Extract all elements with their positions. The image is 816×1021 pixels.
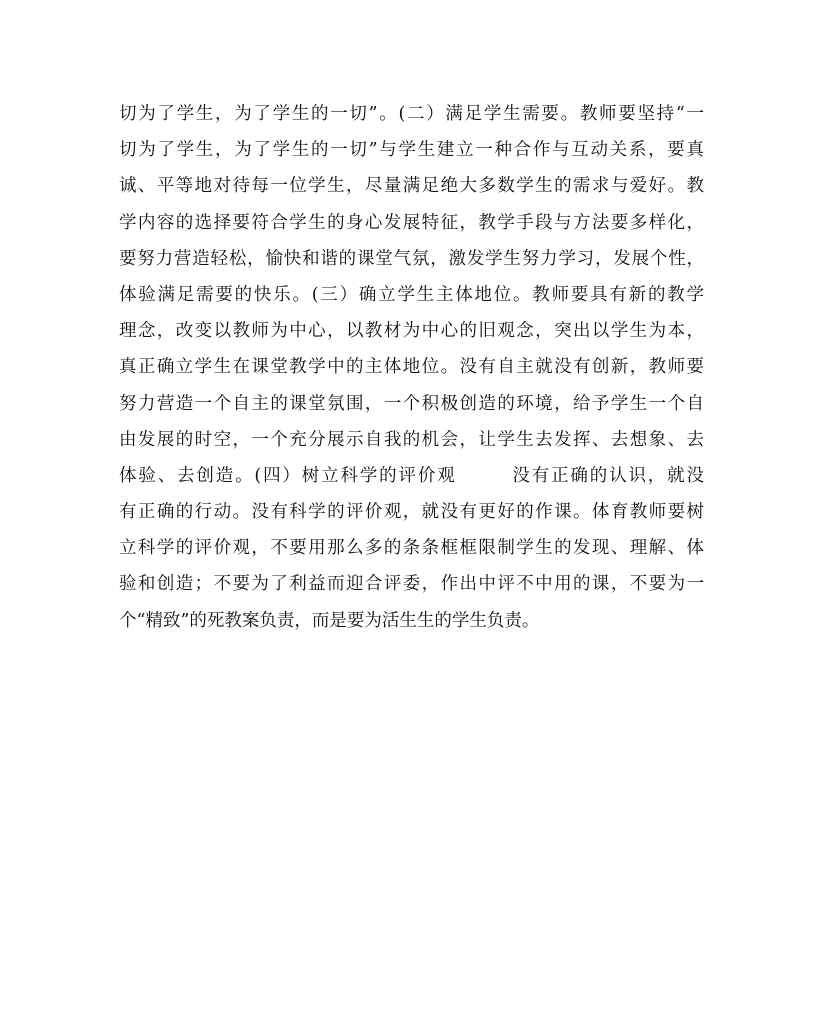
text-line-1: 切为了学生，为了学生的一切”。(二）满足学生需要。教师要坚持“一 [119, 104, 704, 124]
text-line-9: 努力营造一个自主的课堂氛围，一个积极创造的环境，给予学生一个自 [119, 393, 704, 414]
text-line-15: 个“精致”的死教案负责，而是要为活生生的学生负责。 [119, 610, 540, 631]
text-line-12: 有正确的行动。没有科学的评价观，就没有更好的作课。体育教师要树 [119, 502, 704, 523]
body-text [119, 96, 704, 639]
text-line-8: 真正确立学生在课堂教学中的主体地位。没有自主就没有创新，教师要 [119, 357, 704, 378]
text-line-13: 立科学的评价观，不要用那么多的条条框框限制学生的发现、理解、体 [119, 538, 704, 559]
text-line-11 [119, 458, 704, 494]
text-line-5: 要努力营造轻松，愉快和谐的课堂气氛，激发学生努力学习，发展个性， [119, 248, 704, 269]
text-line-11-right: 没有正确的认识，就没 [510, 465, 705, 486]
text-line-4: 学内容的选择要符合学生的身心发展特征，教学手段与方法要多样化， [119, 212, 704, 233]
text-line-10: 由发展的时空，一个充分展示自我的机会，让学生去发挥、去想象、去 [119, 429, 704, 450]
text-line-2: 切为了学生，为了学生的一切”与学生建立一种合作与互动关系，要真 [119, 140, 704, 161]
text-line-14: 验和创造；不要为了利益而迎合评委，作出中评不中用的课，不要为一 [119, 574, 704, 595]
text-line-11-left: 体验、去创造。(四）树立科学的评价观 [119, 465, 457, 486]
text-line-6: 体验满足需要的快乐。(三）确立学生主体地位。教师要具有新的教学 [119, 284, 704, 305]
text-line-7: 理念，改变以教师为中心，以教材为中心的旧观念，突出以学生为本， [119, 321, 704, 342]
text-line-3: 诚、平等地对待每一位学生，尽量满足绝大多数学生的需求与爱好。教 [119, 176, 704, 197]
